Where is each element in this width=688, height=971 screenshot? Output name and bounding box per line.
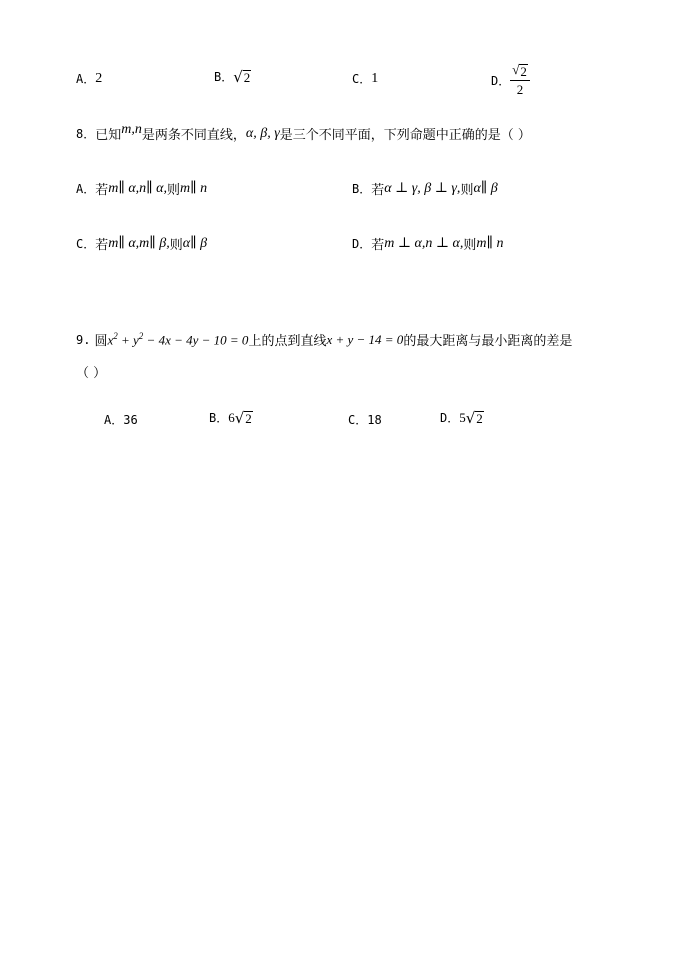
math-expr: α∥ β: [182, 236, 208, 251]
option-text: 则: [460, 183, 474, 198]
option-label: C．: [348, 413, 368, 427]
option-text: 若: [371, 183, 385, 198]
option-label: B．: [214, 70, 234, 84]
q9-option-a: [104, 411, 138, 428]
q9-option-d: [440, 409, 484, 426]
math-expr: α ⊥ γ, β ⊥ γ,: [384, 181, 461, 196]
option-value: 2: [95, 70, 103, 86]
option-label: C．: [352, 72, 372, 86]
option-label: D．: [491, 73, 511, 88]
option-value: 18: [367, 412, 382, 427]
option-label: B．: [209, 411, 229, 425]
option-text: 若: [95, 183, 109, 198]
option-label: D．: [352, 237, 372, 251]
stem-text: 是三个不同平面，下列命题中正确的是（ ）: [279, 128, 531, 143]
stem-text: 圆: [94, 334, 108, 349]
coefficient: 5: [459, 409, 466, 425]
stem-text: 上的点到直线: [248, 334, 327, 349]
option-label: A．: [76, 182, 96, 196]
q7-option-b: [214, 68, 251, 85]
stem-text: 已知: [95, 128, 122, 143]
option-text: 则: [167, 183, 181, 198]
option-text: 若: [371, 238, 385, 253]
math-expr: m∥ n: [476, 236, 504, 251]
sqrt-expression: √ 2: [233, 67, 251, 86]
fraction: √ 2 2: [510, 62, 530, 98]
q7-option-c: [352, 70, 378, 87]
q9-option-c: [348, 411, 382, 428]
circle-equation: $x^2 + y^2 - 4x - 4y - 10 = 0$: [107, 330, 249, 348]
sqrt-expression: √ 2: [465, 408, 483, 427]
option-label: D．: [440, 411, 460, 425]
q9-option-b: [209, 409, 253, 426]
line-equation: x + y − 14 = 0: [326, 331, 404, 347]
q8-option-c: [76, 234, 207, 253]
option-value: 36: [123, 412, 138, 427]
option-text: 则: [463, 238, 477, 253]
math-expr: α∥ β: [473, 181, 498, 196]
q8-option-d: [352, 234, 503, 253]
option-text: 则: [169, 238, 183, 253]
math-vars: m,n: [121, 121, 142, 137]
math-expr: m ⊥ α,n ⊥ α,: [384, 236, 464, 251]
q8-option-a: [76, 179, 207, 198]
math-vars: α, β, γ: [245, 125, 280, 141]
sqrt-expression: √ 2: [234, 408, 252, 427]
q7-option-a: [76, 70, 102, 87]
option-value: 1: [371, 70, 379, 86]
q8-option-b: [352, 179, 498, 198]
option-label: A．: [76, 72, 96, 86]
math-expr: m∥ n: [180, 181, 208, 196]
option-text: 若: [95, 238, 109, 253]
coefficient: 6: [228, 409, 235, 425]
math-expr: m∥ α,m∥ β,: [108, 236, 170, 251]
stem-text: 的最大距离与最小距离的差是: [403, 334, 573, 349]
option-label: C．: [76, 237, 96, 251]
q8-stem: [76, 121, 531, 143]
stem-text: 是两条不同直线，: [141, 128, 246, 143]
q9-stem: [76, 330, 572, 349]
q7-option-d: [491, 62, 530, 98]
option-label: A．: [104, 413, 124, 427]
math-expr: m∥ α,n∥ α,: [108, 181, 167, 196]
question-number: 9.: [76, 332, 91, 347]
q9-answer-paren: （ ）: [76, 366, 107, 381]
question-number: 8．: [76, 127, 96, 141]
option-label: B．: [352, 182, 372, 196]
